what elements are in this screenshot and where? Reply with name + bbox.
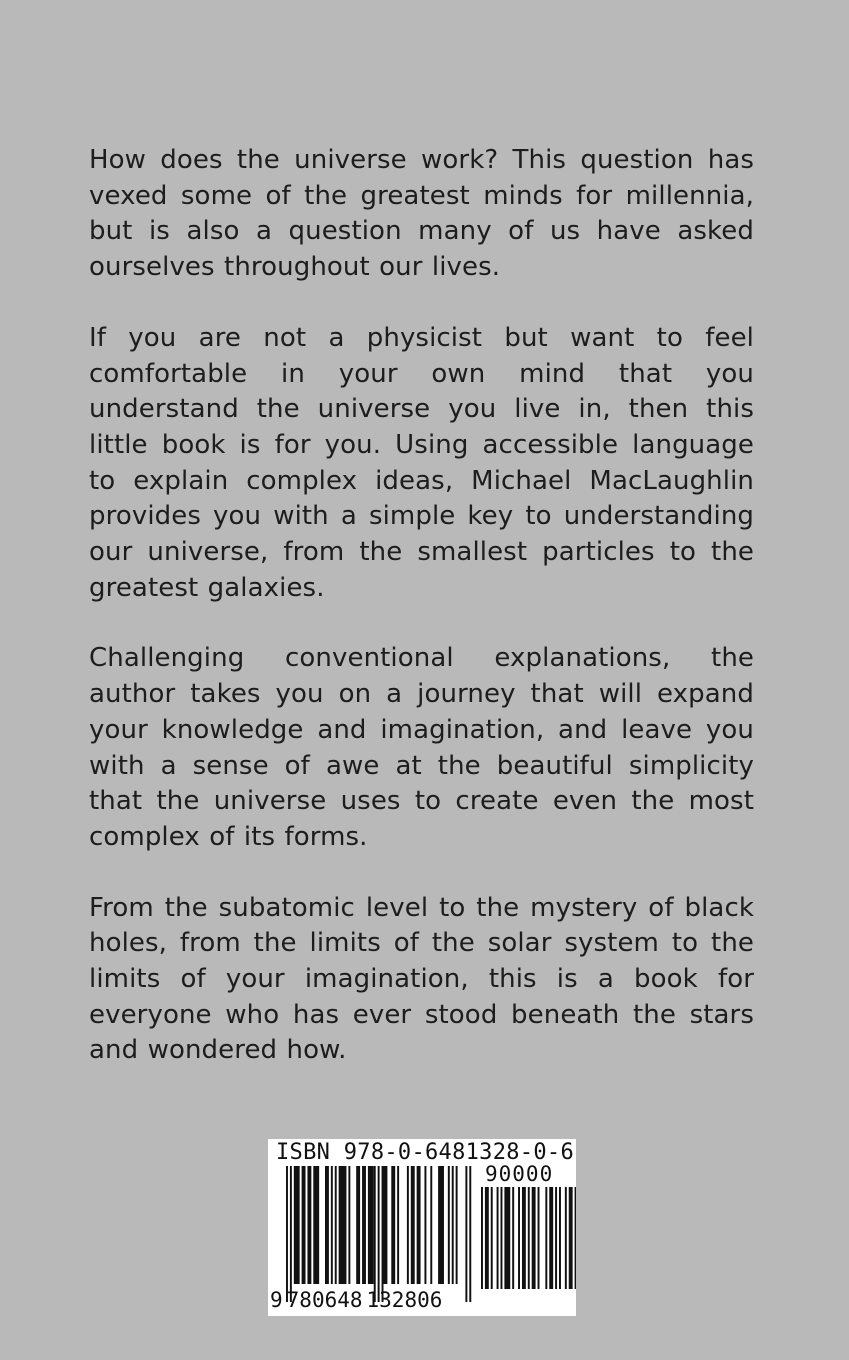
addon-bar bbox=[555, 1187, 557, 1289]
addon-bar bbox=[497, 1187, 499, 1289]
blurb-paragraph-4: From the subatomic level to the mystery of black holes, from the limits of the solar system to the limits of your imagination, this is a book for everyone who has ever stood beneath the stars and wondered how. bbox=[89, 892, 754, 1066]
data-bar bbox=[407, 1166, 409, 1284]
ean-right-group: 132806 bbox=[366, 1288, 443, 1312]
addon-bar bbox=[491, 1187, 493, 1289]
data-bar bbox=[430, 1166, 432, 1284]
data-bar bbox=[452, 1166, 454, 1284]
data-bar bbox=[397, 1166, 399, 1284]
data-bar bbox=[411, 1166, 415, 1284]
guard-bar bbox=[286, 1166, 288, 1302]
data-bar bbox=[384, 1166, 388, 1284]
addon-bar bbox=[512, 1187, 514, 1289]
data-bar bbox=[456, 1166, 458, 1284]
data-bar bbox=[294, 1166, 300, 1284]
addon-bar bbox=[565, 1187, 567, 1289]
data-bar bbox=[339, 1166, 347, 1284]
addon-bar bbox=[504, 1187, 510, 1289]
addon-bar bbox=[538, 1187, 540, 1289]
data-bar bbox=[391, 1166, 395, 1284]
data-bar bbox=[438, 1166, 444, 1284]
addon-bar bbox=[569, 1187, 573, 1289]
addon-bar bbox=[559, 1187, 561, 1289]
data-bar bbox=[424, 1166, 426, 1284]
guard-bar bbox=[374, 1166, 376, 1302]
ean-digits bbox=[270, 1287, 442, 1313]
data-bar bbox=[335, 1166, 337, 1284]
price-addon-bars bbox=[481, 1187, 576, 1289]
isbn-barcode bbox=[268, 1139, 576, 1316]
data-bar bbox=[313, 1166, 319, 1284]
addon-bar bbox=[481, 1187, 483, 1289]
blurb-paragraph-3: Challenging conventional explanations, the author takes you on a journey that will expand your knowledge and imagination, and leave you with a sense of awe at the beautiful simplicity that the universe uses to create even the most complex of its forms. bbox=[89, 643, 754, 852]
blurb-paragraph-1: How does the universe work? This question has vexed some of the greatest minds for millennia, but is also a question many of us have asked ourselves throughout our lives. bbox=[89, 145, 754, 283]
guard-bar bbox=[290, 1166, 292, 1302]
addon-bar bbox=[501, 1187, 503, 1289]
data-bar bbox=[325, 1166, 329, 1284]
data-bar bbox=[302, 1166, 306, 1284]
data-bar bbox=[331, 1166, 333, 1284]
addon-bar bbox=[532, 1187, 536, 1289]
ean-first-digit: 9 bbox=[270, 1288, 283, 1312]
addon-bar bbox=[518, 1187, 520, 1289]
data-bar bbox=[348, 1166, 350, 1284]
data-bar bbox=[368, 1166, 374, 1284]
addon-bar bbox=[485, 1187, 489, 1289]
addon-bar bbox=[522, 1187, 526, 1289]
guard-bar bbox=[465, 1166, 467, 1302]
ean-left-group: 780648 bbox=[286, 1288, 363, 1312]
data-bar bbox=[362, 1166, 366, 1284]
blurb-text bbox=[89, 143, 754, 1104]
isbn-label: ISBN 978-0-6481328-0-6 bbox=[276, 1140, 574, 1165]
guard-bar bbox=[378, 1166, 380, 1302]
addon-bar bbox=[528, 1187, 530, 1289]
addon-bar bbox=[545, 1187, 547, 1289]
data-bar bbox=[417, 1166, 421, 1284]
data-bar bbox=[356, 1166, 360, 1284]
blurb-paragraph-2: If you are not a physicist but want to feel comfortable in your own mind that you understand the universe you live in, then this little book is for you. Using accessible language to explain complex ideas, Michael MacLaughlin provides you with a simple key to understanding our universe, from the smallest particles to the greatest galaxies. bbox=[89, 322, 754, 603]
addon-bar bbox=[575, 1187, 576, 1289]
data-bar bbox=[448, 1166, 450, 1284]
guard-bar bbox=[469, 1166, 471, 1302]
price-code: 90000 bbox=[485, 1162, 554, 1186]
addon-bar bbox=[549, 1187, 553, 1289]
ean-bars bbox=[286, 1166, 471, 1302]
guard-bar bbox=[382, 1166, 384, 1302]
data-bar bbox=[307, 1166, 311, 1284]
